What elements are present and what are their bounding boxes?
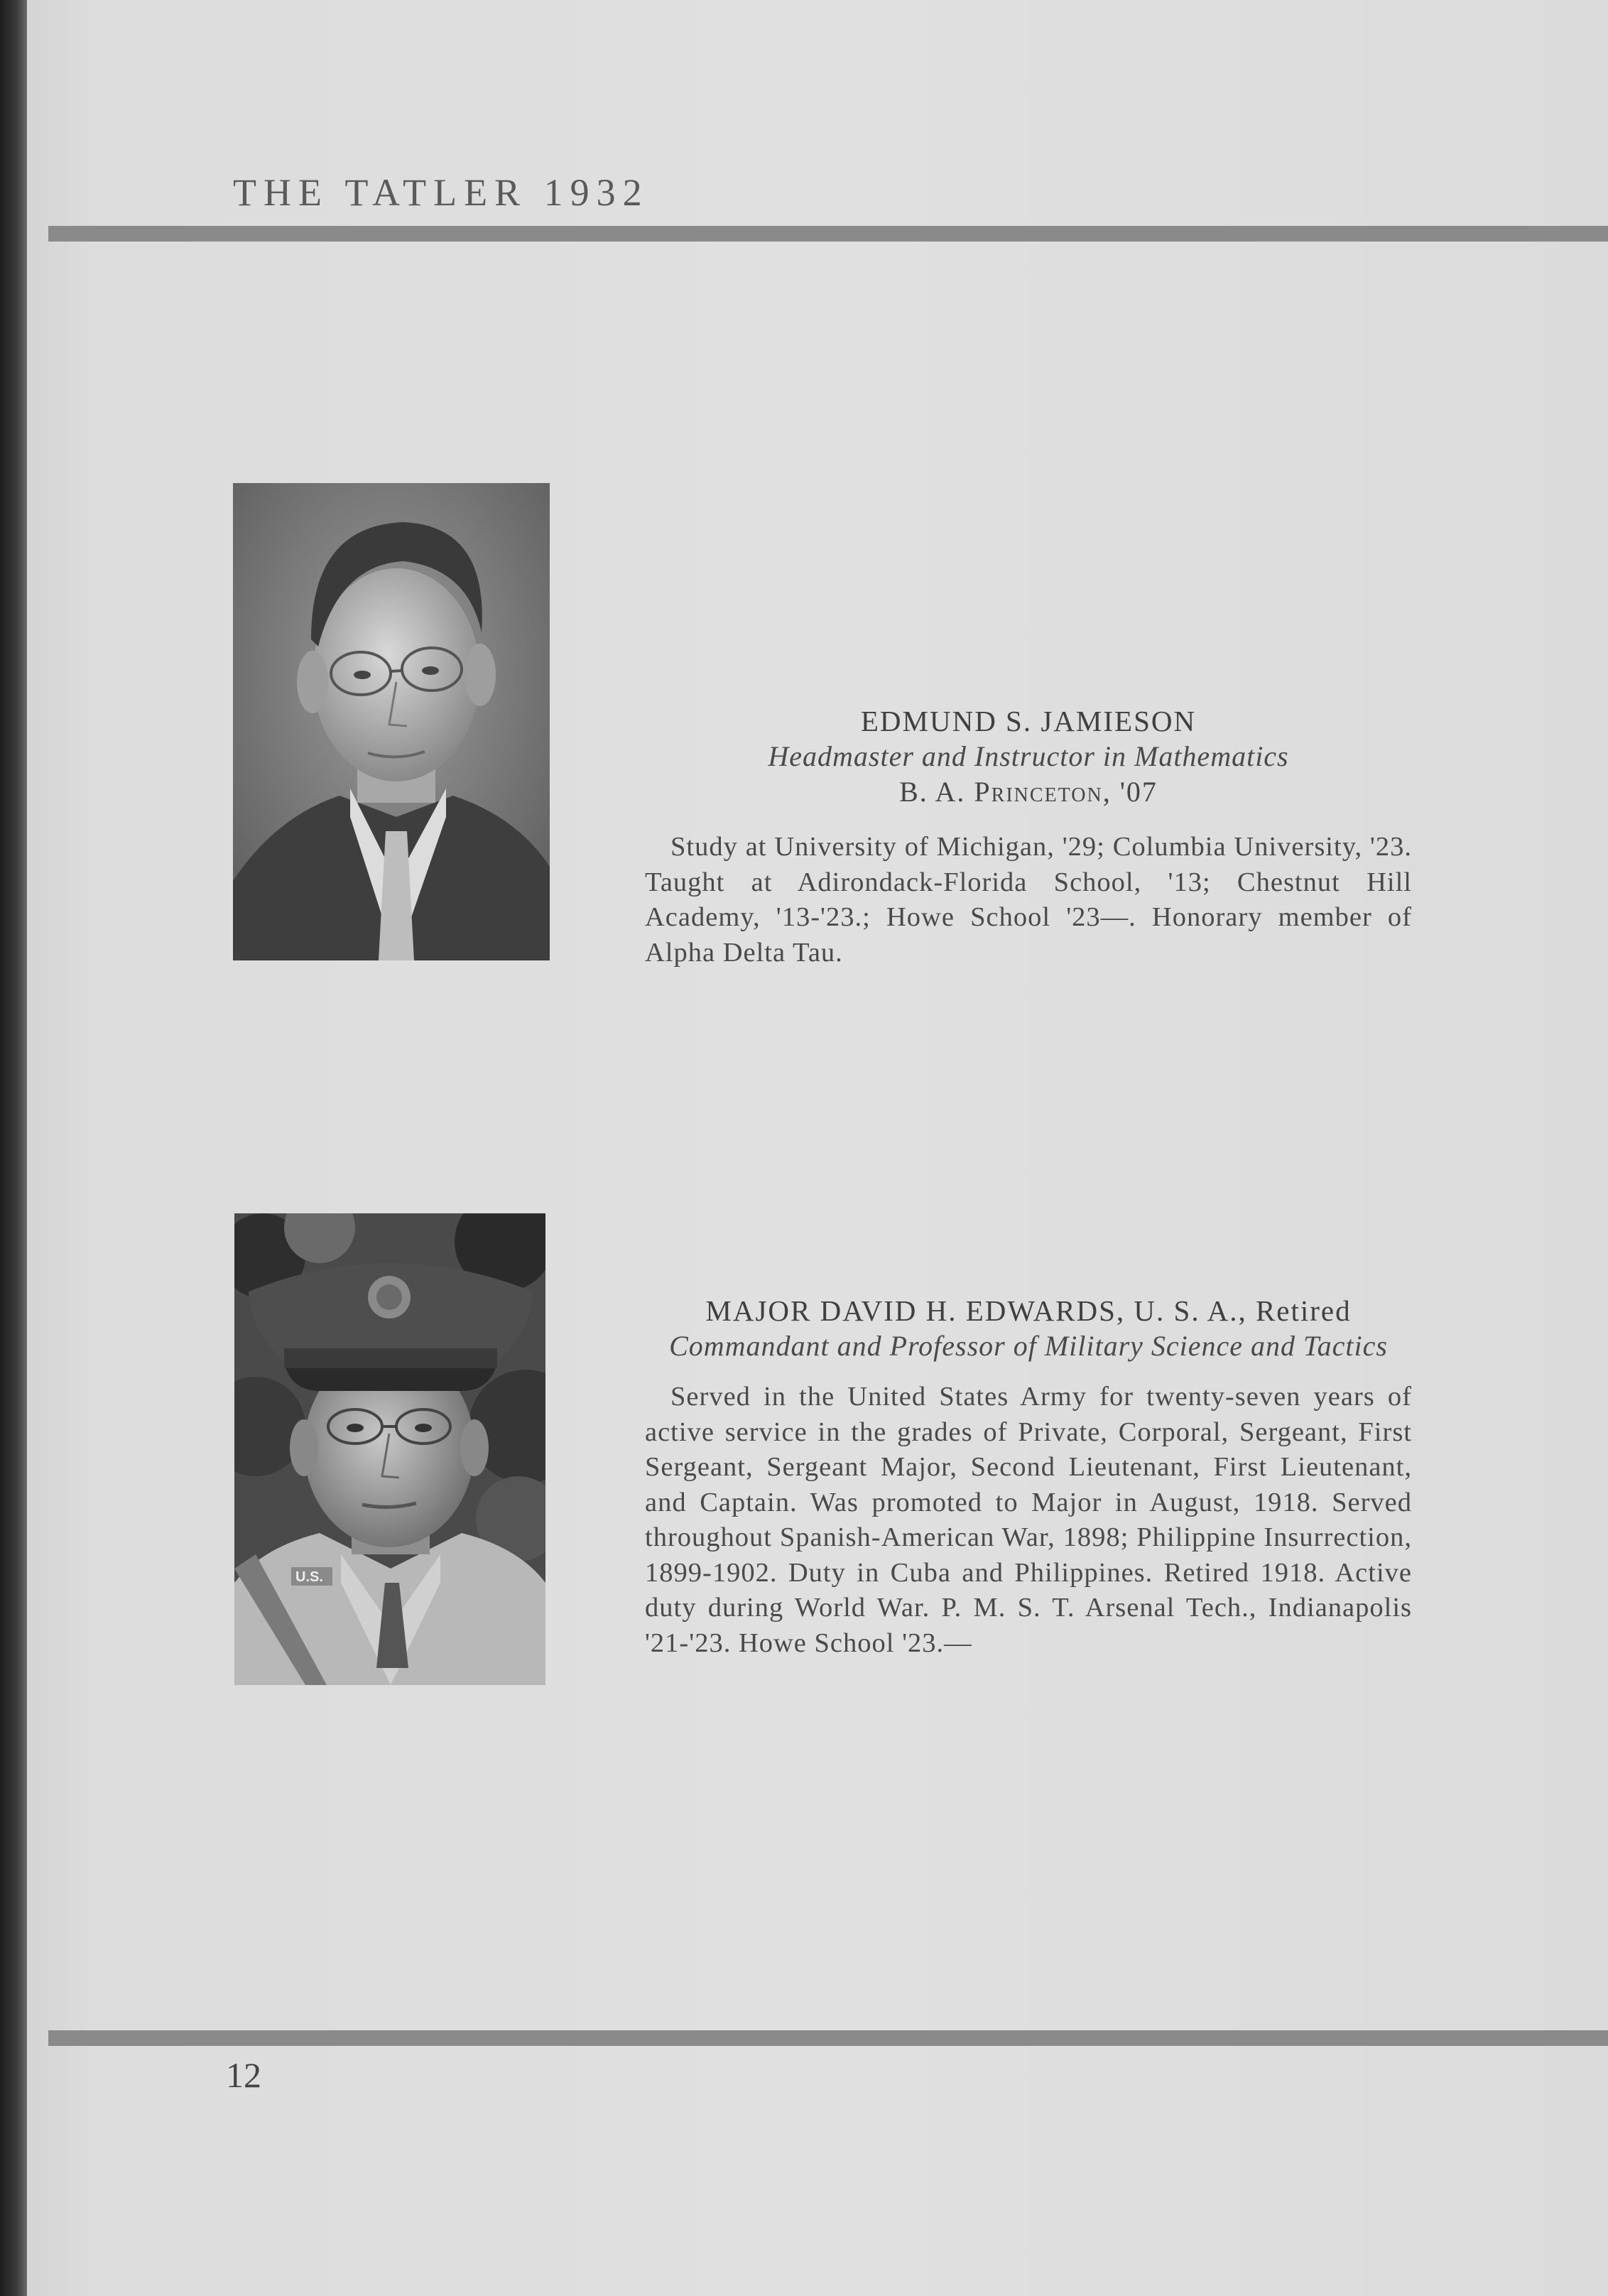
- person-title: Commandant and Professor of Military Science and Tactics: [669, 1330, 1388, 1362]
- person-degree: B. A. Princeton, '07: [899, 776, 1158, 808]
- person-biography: Study at University of Michigan, '29; Columbia University, '23. Taught at Adirondack-Florida School, '13; Chestnut Hill Academy, '13-'23.; Howe School '23—. Honorary member of Alpha Delta Tau.: [645, 832, 1412, 968]
- bio-edwards: [645, 1293, 1412, 1661]
- running-header: THE TATLER 1932: [233, 171, 649, 214]
- portrait-edwards: [234, 1213, 545, 1685]
- book-spine-edge: [0, 0, 27, 2296]
- person-title: Headmaster and Instructor in Mathematics: [768, 740, 1289, 772]
- page-number: 12: [226, 2055, 261, 2095]
- bio-jamieson: [645, 703, 1412, 970]
- portrait-jamieson: [233, 483, 550, 960]
- person-name: EDMUND S. JAMIESON: [860, 705, 1197, 737]
- footer-rule: [48, 2030, 1608, 2046]
- person-name: MAJOR DAVID H. EDWARDS, U. S. A., Retired: [705, 1294, 1352, 1327]
- header-rule: [48, 226, 1608, 242]
- yearbook-page: [27, 0, 1608, 2296]
- collar-insignia-text: U.S.: [295, 1569, 323, 1585]
- person-biography: Served in the United States Army for twenty-seven years of active service in the grades of Private, Corporal, Sergeant, First Sergeant, Sergeant Major, Second Lieutenant, First Lieutenant, and Captain. Was promoted to Major in August, 1918. Served throughout Spanish-American War, 1898; Philippine Insurrection, 1899-1902. Duty in Cuba and Philippines. Retired 1918. Active duty during World War. P. M. S. T. Arsenal Tech., Indianapolis '21-'23. Howe School '23.—: [645, 1382, 1412, 1658]
